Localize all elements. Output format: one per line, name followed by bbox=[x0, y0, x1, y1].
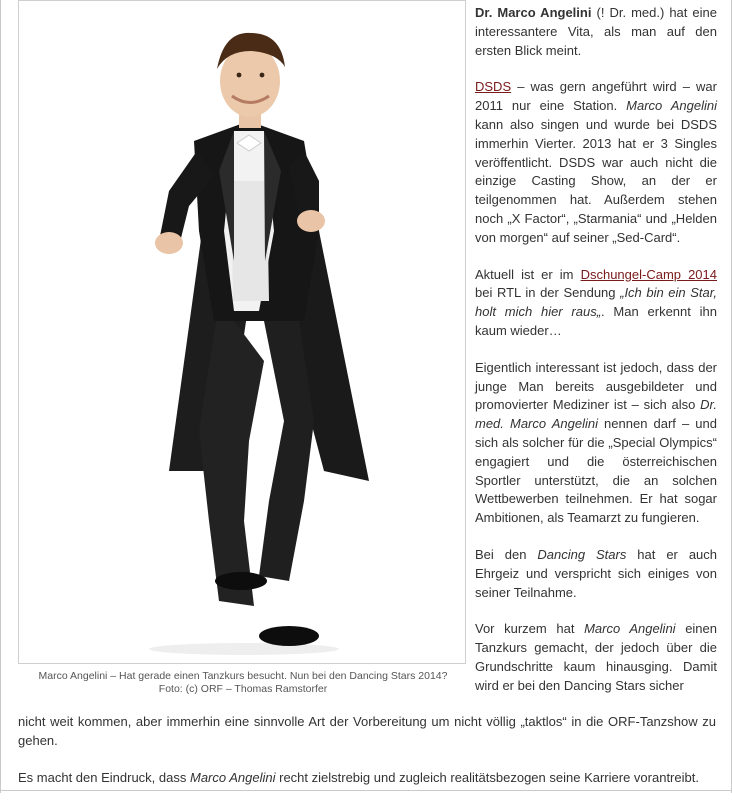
man-in-tailcoat-photo bbox=[19, 1, 465, 663]
paragraph-tanzkurs-continued: nicht weit kommen, aber immerhin eine sinnvolle Art der Vorbereitung um nicht völlig „taktlos“ in die ORF-Tanzshow zu gehen. bbox=[18, 714, 716, 748]
text-span: hat er auch Ehrgeiz und verspricht sich einiges von seiner Teilnahme. bbox=[475, 546, 718, 600]
text-span: Bei den bbox=[475, 546, 538, 562]
page-bottom-border bbox=[0, 790, 732, 791]
paragraph-tanzkurs bbox=[475, 620, 717, 695]
paragraph-dancing-stars bbox=[475, 546, 717, 602]
emphasis-name: Marco Angelini bbox=[584, 621, 676, 637]
text-span: Aktuell ist er im bbox=[475, 266, 581, 282]
text-span: kann also singen und wurde bei DSDS immerhin Vierter. 2013 hat er 3 Singles veröffentlicht. DSDS war auch nicht die einzige Casting Show, an der er teilgenommen hat. Außerdem stehen noch „X Factor“, „Starmania“ und „Helden von morgen“ auf seiner „Sed-Card“. bbox=[475, 116, 717, 245]
article-column bbox=[475, 4, 717, 714]
photo-caption bbox=[18, 670, 468, 696]
text-span: einen Tanzkurs gemacht, der jedoch über die Grundschritte kaum hinausging. Damit wird er bei den Dancing Stars sicher bbox=[475, 621, 718, 693]
text-span: Es macht den Eindruck, dass bbox=[18, 769, 190, 785]
text-span: Vor kurzem hat bbox=[475, 621, 585, 637]
page-border-left bbox=[0, 0, 1, 793]
emphasis-name: Marco Angelini bbox=[626, 98, 717, 114]
person-name: Dr. Marco Angelini bbox=[475, 5, 592, 20]
text-span: . Man erkennt ihn kaum wieder… bbox=[475, 304, 717, 338]
intro-text: (! Dr. med.) hat eine interessantere Vita, als man auf den ersten Blick meint. bbox=[475, 5, 717, 58]
paragraph-conclusion bbox=[18, 769, 716, 788]
text-span: bei RTL in der Sendung bbox=[475, 285, 621, 301]
text-span: – was gern angeführt wird – war 2011 nur eine Station. bbox=[475, 79, 717, 114]
emphasis-name: Marco Angelini bbox=[189, 769, 276, 785]
text-span: recht zielstrebig und zugleich realitätsbezogen seine Karriere vorantreibt. bbox=[275, 769, 699, 785]
emphasis-show: „Ich bin ein Star, holt mich hier raus„ bbox=[475, 285, 717, 320]
paragraph-intro bbox=[475, 4, 717, 60]
paragraph-mediziner bbox=[475, 359, 717, 528]
article-figure bbox=[18, 0, 468, 700]
caption-line-1: Marco Angelini – Hat gerade einen Tanzkurs besucht. Nun bei den Dancing Stars 2014? bbox=[38, 670, 448, 682]
emphasis-title: Dr. med. Marco Angelini bbox=[475, 397, 717, 432]
text-span: Eigentlich interessant ist jedoch, dass der junge Man bereits ausgebildeter und promovierter Mediziner ist – sich also bbox=[475, 359, 717, 413]
dsds-link[interactable]: DSDS bbox=[475, 79, 512, 95]
article-full-width bbox=[18, 713, 716, 805]
caption-line-2: Foto: (c) ORF – Thomas Ramstorfer bbox=[158, 683, 328, 695]
text-span: nennen darf – und sich als solcher für die „Special Olympics“ engagiert und die österreichischen Sportler unterstützt, die an solchen Wettbewerben teilnehmen. Er hat sogar Ambitionen, als Teamarzt zu fungieren. bbox=[475, 416, 718, 526]
paragraph-dsds bbox=[475, 78, 717, 247]
photo-frame bbox=[18, 0, 466, 664]
paragraph-dschungel bbox=[475, 266, 717, 341]
emphasis-show: Dancing Stars bbox=[537, 546, 627, 562]
dschungel-camp-link[interactable]: Dschungel-Camp 2014 bbox=[580, 266, 717, 282]
